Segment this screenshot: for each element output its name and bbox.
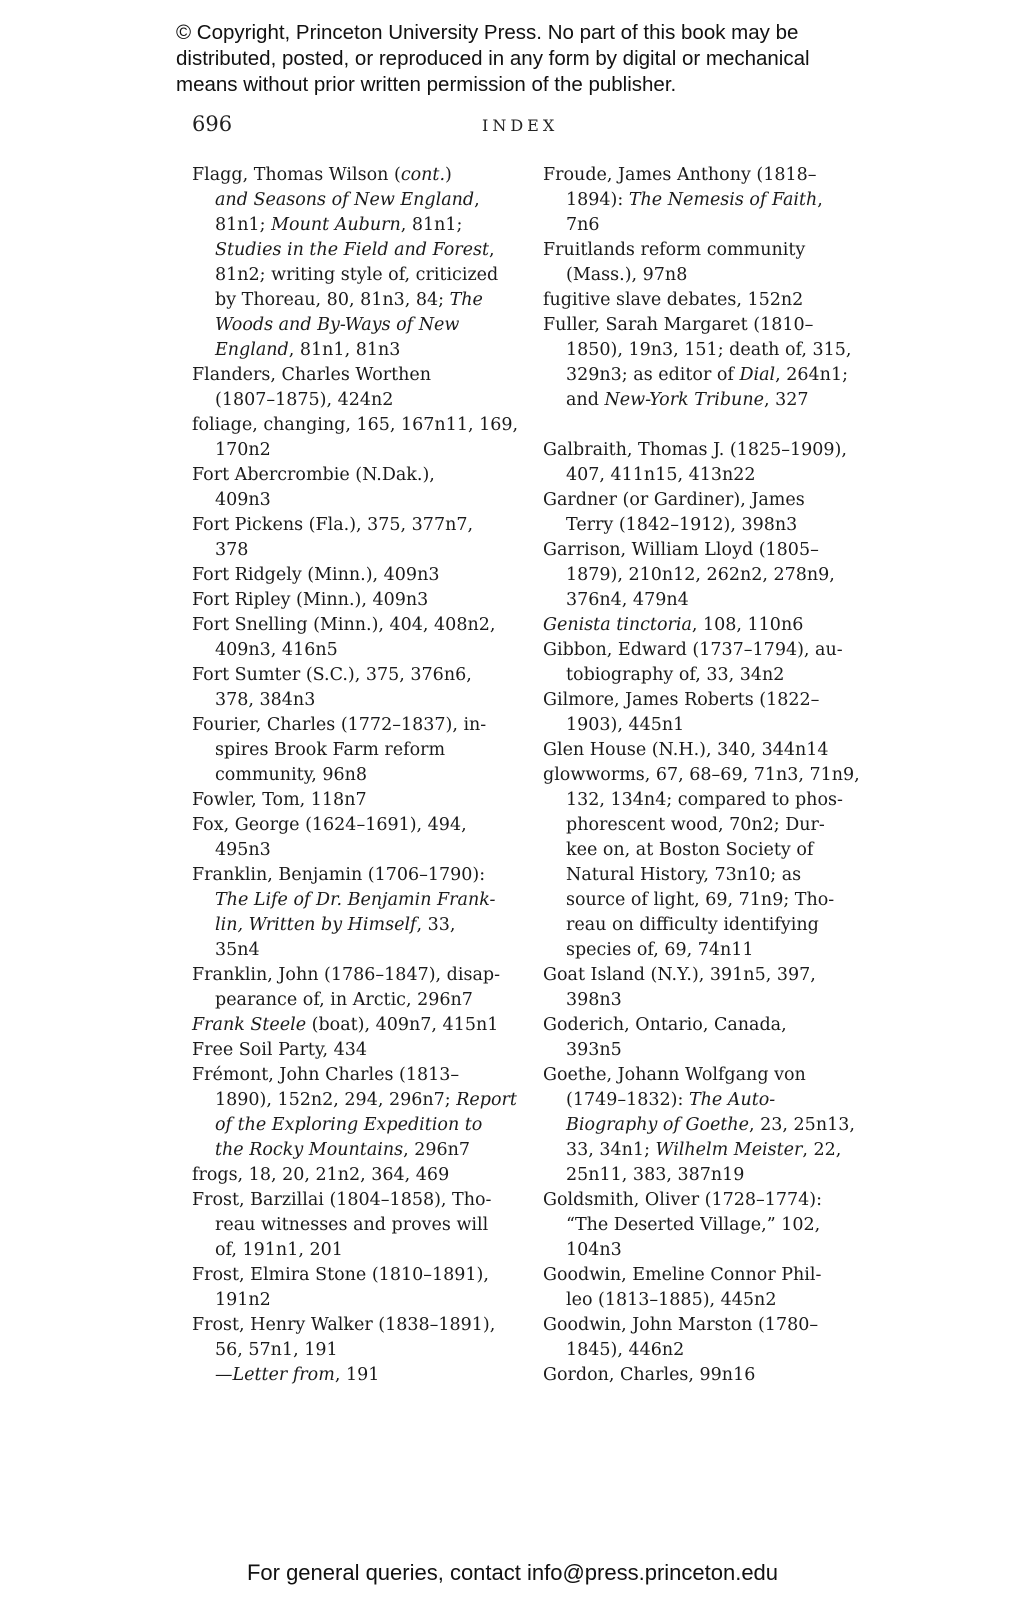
index-text: , — [817, 190, 823, 210]
index-italic-text: Woods and By-Ways of New — [215, 315, 460, 335]
index-text: 1850), 19n3, 151; death of, 315, — [566, 340, 852, 360]
index-text: 1879), 210n12, 262n2, 278n9, — [566, 565, 835, 585]
index-text: 495n3 — [215, 840, 271, 860]
index-text: and — [566, 390, 605, 410]
index-text: 1903), 445n1 — [566, 715, 685, 735]
index-text: , 33, — [416, 915, 456, 935]
index-text: pearance of, in Arctic, 296n7 — [215, 990, 473, 1010]
index-subline — [192, 388, 522, 413]
index-entry — [192, 1163, 522, 1188]
index-entry — [543, 1063, 878, 1088]
index-text: reau on difficulty identifying — [566, 915, 819, 935]
index-entry — [192, 1313, 522, 1338]
index-text: Goderich, Ontario, Canada, — [543, 1015, 787, 1035]
index-subline — [192, 1288, 522, 1313]
index-entry — [192, 713, 522, 738]
index-text: of, 191n1, 201 — [215, 1240, 343, 1260]
index-entry — [192, 563, 522, 588]
index-text: , 81n1; — [400, 215, 463, 235]
index-subline — [543, 513, 878, 538]
index-italic-text: Report — [456, 1090, 517, 1110]
index-subline — [543, 188, 878, 213]
index-text: by Thoreau, 80, 81n3, 84; — [215, 290, 450, 310]
index-text: Gibbon, Edward (1737–1794), au- — [543, 640, 843, 660]
index-text: source of light, 69, 71n9; Tho- — [566, 890, 835, 910]
index-entry — [543, 1363, 878, 1388]
index-text: 191n2 — [215, 1290, 271, 1310]
index-subline — [543, 788, 878, 813]
index-italic-text: Frank Steele — [192, 1015, 307, 1035]
index-entry — [192, 663, 522, 688]
index-text: 132, 134n4; compared to phos- — [566, 790, 843, 810]
index-italic-text: The — [449, 290, 483, 310]
index-text: Frost, Henry Walker (1838–1891), — [192, 1315, 496, 1335]
index-text: , 191 — [334, 1365, 380, 1385]
index-text: spires Brook Farm reform — [215, 740, 446, 760]
index-text: species of, 69, 74n11 — [566, 940, 754, 960]
index-text: 33, 34n1; — [566, 1140, 656, 1160]
index-text: , 264n1; — [775, 365, 848, 385]
index-text: 81n2; writing style of, criticized — [215, 265, 499, 285]
index-entry — [543, 638, 878, 663]
index-entry — [543, 238, 878, 263]
index-subline — [192, 313, 522, 338]
contact-footer: For general queries, contact info@press.princeton.edu — [246, 1560, 779, 1585]
index-subline — [543, 913, 878, 938]
index-subline — [543, 563, 878, 588]
index-italic-text: lin, Written by Himself — [215, 915, 417, 935]
index-text: , 22, — [802, 1140, 842, 1160]
index-text: 376n4, 479n4 — [566, 590, 689, 610]
index-text: 409n3 — [215, 490, 271, 510]
index-text: 1845), 446n2 — [566, 1340, 685, 1360]
index-subline — [543, 463, 878, 488]
index-entry — [192, 863, 522, 888]
index-subline — [543, 1138, 878, 1163]
index-subline — [192, 838, 522, 863]
index-text: , — [489, 240, 495, 260]
index-entry — [543, 738, 878, 763]
index-entry — [192, 613, 522, 638]
index-subline — [192, 1213, 522, 1238]
index-entry — [192, 1188, 522, 1213]
index-subline — [192, 338, 522, 363]
index-italic-text: Genista tinctoria — [543, 615, 692, 635]
index-italic-text: New-York Tribune — [604, 390, 764, 410]
index-text: leo (1813–1885), 445n2 — [566, 1290, 777, 1310]
index-text: Franklin, John (1786–1847), disap- — [192, 965, 500, 985]
index-text: Glen House (N.H.), 340, 344n14 — [543, 740, 829, 760]
index-entry — [192, 463, 522, 488]
index-subline — [543, 338, 878, 363]
index-text: community, 96n8 — [215, 765, 368, 785]
index-subline — [543, 863, 878, 888]
index-subline — [543, 388, 878, 413]
index-text: Fort Ridgely (Minn.), 409n3 — [192, 565, 440, 585]
index-text: Fort Sumter (S.C.), 375, 376n6, — [192, 665, 472, 685]
index-subline — [543, 263, 878, 288]
copyright-line: © Copyright, Princeton University Press. No part of this book may be — [176, 21, 799, 44]
index-subline — [192, 913, 522, 938]
index-text: 25n11, 383, 387n19 — [566, 1165, 745, 1185]
index-text: , 23, 25n13, — [749, 1115, 855, 1135]
index-subline — [543, 813, 878, 838]
index-text: reau witnesses and proves will — [215, 1215, 489, 1235]
index-entry — [543, 613, 878, 638]
index-entry — [543, 1313, 878, 1338]
index-subline — [192, 988, 522, 1013]
index-subline — [192, 763, 522, 788]
copyright-notice — [176, 20, 876, 98]
index-italic-text: Studies in the Field and Forest — [215, 240, 490, 260]
index-text: tobiography of, 33, 34n2 — [566, 665, 785, 685]
index-text: Goldsmith, Oliver (1728–1774): — [543, 1190, 823, 1210]
index-text: Fort Pickens (Fla.), 375, 377n7, — [192, 515, 474, 535]
index-entry — [543, 1188, 878, 1213]
index-text: 393n5 — [566, 1040, 622, 1060]
index-text: Gilmore, James Roberts (1822– — [543, 690, 820, 710]
index-italic-text: England — [215, 340, 289, 360]
index-text: Goethe, Johann Wolfgang von — [543, 1065, 806, 1085]
index-text: Goodwin, John Marston (1780– — [543, 1315, 819, 1335]
index-text: , 296n7 — [403, 1140, 471, 1160]
index-entry — [192, 363, 522, 388]
index-text: Free Soil Party, 434 — [192, 1040, 367, 1060]
index-text: Fuller, Sarah Margaret (1810– — [543, 315, 814, 335]
copyright-line: means without prior written permission of the publisher. — [176, 73, 677, 96]
index-entry — [543, 538, 878, 563]
index-entry — [543, 1263, 878, 1288]
index-italic-text: cont. — [400, 165, 446, 185]
index-text: , 327 — [763, 390, 809, 410]
index-text: Fort Ripley (Minn.), 409n3 — [192, 590, 429, 610]
index-text: 1890), 152n2, 294, 296n7; — [215, 1090, 457, 1110]
running-head: INDEX — [482, 116, 559, 135]
index-text: Fourier, Charles (1772–1837), in- — [192, 715, 487, 735]
index-subline — [192, 938, 522, 963]
index-italic-text: and Seasons of New England — [215, 190, 475, 210]
index-subline — [543, 1338, 878, 1363]
index-subline — [543, 988, 878, 1013]
index-text: fugitive slave debates, 152n2 — [543, 290, 804, 310]
index-column-right — [543, 163, 878, 1388]
index-entry — [543, 763, 878, 788]
index-text: , 81n1, 81n3 — [288, 340, 401, 360]
index-subline — [192, 888, 522, 913]
index-entry — [192, 813, 522, 838]
index-entry — [543, 963, 878, 988]
index-subline — [543, 1113, 878, 1138]
page-number: 696 — [192, 112, 233, 136]
index-text: Frost, Elmira Stone (1810–1891), — [192, 1265, 489, 1285]
index-text: 329n3; as editor of — [566, 365, 740, 385]
index-subline — [192, 238, 522, 263]
index-entry — [192, 588, 522, 613]
index-subline — [543, 1088, 878, 1113]
index-text: 56, 57n1, 191 — [215, 1340, 338, 1360]
index-italic-text: Wilhelm Meister — [655, 1140, 803, 1160]
index-entry — [543, 488, 878, 513]
index-subline — [192, 438, 522, 463]
index-italic-text: The Auto- — [688, 1090, 776, 1110]
index-entry — [543, 163, 878, 188]
index-subline — [192, 1113, 522, 1138]
index-subline — [543, 888, 878, 913]
index-column-left — [192, 163, 522, 1388]
index-subline — [192, 188, 522, 213]
index-text: kee on, at Boston Society of — [566, 840, 814, 860]
index-text: Galbraith, Thomas J. (1825–1909), — [543, 440, 847, 460]
index-italic-text: Mount Auburn — [271, 215, 401, 235]
index-subline — [543, 713, 878, 738]
index-italic-text: the Rocky Mountains — [215, 1140, 404, 1160]
index-text: Fort Snelling (Minn.), 404, 408n2, — [192, 615, 496, 635]
index-text: Frost, Barzillai (1804–1858), Tho- — [192, 1190, 492, 1210]
index-entry — [192, 788, 522, 813]
index-text: (1807–1875), 424n2 — [215, 390, 394, 410]
index-text: 409n3, 416n5 — [215, 640, 338, 660]
index-italic-text: Biography of Goethe — [566, 1115, 750, 1135]
index-text: 104n3 — [566, 1240, 622, 1260]
index-text: phorescent wood, 70n2; Dur- — [566, 815, 825, 835]
index-subline — [192, 738, 522, 763]
index-text: Fruitlands reform community — [543, 240, 806, 260]
index-text: 407, 411n15, 413n22 — [566, 465, 756, 485]
index-entry — [192, 413, 522, 438]
index-text: Fowler, Tom, 118n7 — [192, 790, 367, 810]
index-entry — [543, 438, 878, 463]
index-text: Fort Abercrombie (N.Dak.), — [192, 465, 435, 485]
index-text: Gardner (or Gardiner), James — [543, 490, 805, 510]
index-text: (boat), 409n7, 415n1 — [306, 1015, 499, 1035]
index-subline — [543, 938, 878, 963]
index-subline — [543, 1163, 878, 1188]
index-text: Flagg, Thomas Wilson ( — [192, 165, 401, 185]
index-entry — [192, 1038, 522, 1063]
index-subline — [543, 1213, 878, 1238]
index-subline — [543, 1038, 878, 1063]
index-entry — [543, 313, 878, 338]
index-subline — [192, 538, 522, 563]
index-text: “The Deserted Village,” 102, — [566, 1215, 821, 1235]
index-text: Goat Island (N.Y.), 391n5, 397, — [543, 965, 816, 985]
index-text: Garrison, William Lloyd (1805– — [543, 540, 819, 560]
index-subline — [192, 213, 522, 238]
index-subline — [192, 688, 522, 713]
index-text: Frémont, John Charles (1813– — [192, 1065, 460, 1085]
index-entry — [192, 1063, 522, 1088]
index-text: (Mass.), 97n8 — [566, 265, 688, 285]
copyright-line: distributed, posted, or reproduced in any form by digital or mechanical — [176, 47, 810, 70]
index-entry — [192, 513, 522, 538]
index-subline — [543, 1238, 878, 1263]
index-entry — [543, 1013, 878, 1038]
index-text: 378, 384n3 — [215, 690, 316, 710]
index-text: Natural History, 73n10; as — [566, 865, 802, 885]
index-subline — [192, 1363, 522, 1388]
index-text: Gordon, Charles, 99n16 — [543, 1365, 756, 1385]
index-text: 7n6 — [566, 215, 600, 235]
index-text: — — [215, 1365, 233, 1385]
index-subline — [192, 288, 522, 313]
index-entry — [192, 963, 522, 988]
index-subline — [543, 663, 878, 688]
index-subline — [192, 638, 522, 663]
index-entry — [192, 1013, 522, 1038]
index-subline — [192, 263, 522, 288]
index-text: Terry (1842–1912), 398n3 — [566, 515, 798, 535]
index-italic-text: The Nemesis of Faith — [628, 190, 818, 210]
index-subline — [192, 1138, 522, 1163]
index-text: 1894): — [566, 190, 629, 210]
index-subline — [192, 1338, 522, 1363]
index-text: 170n2 — [215, 440, 271, 460]
index-text: Franklin, Benjamin (1706–1790): — [192, 865, 486, 885]
index-text: , 108, 110n6 — [691, 615, 804, 635]
letter-group-gap — [543, 413, 878, 438]
index-text: 35n4 — [215, 940, 260, 960]
index-italic-text: of the Exploring Expedition to — [215, 1115, 483, 1135]
index-entry — [543, 688, 878, 713]
index-text: (1749–1832): — [566, 1090, 689, 1110]
index-subline — [543, 1288, 878, 1313]
index-italic-text: Letter from — [232, 1365, 335, 1385]
index-text: , — [474, 190, 480, 210]
index-subline — [543, 213, 878, 238]
index-subline — [543, 838, 878, 863]
index-subline — [192, 1238, 522, 1263]
index-text: Goodwin, Emeline Connor Phil- — [543, 1265, 822, 1285]
index-text: glowworms, 67, 68–69, 71n3, 71n9, — [543, 765, 860, 785]
index-subline — [543, 588, 878, 613]
index-text: frogs, 18, 20, 21n2, 364, 469 — [192, 1165, 450, 1185]
index-italic-text: Dial — [739, 365, 776, 385]
index-entry — [192, 1263, 522, 1288]
index-italic-text: The Life of Dr. Benjamin Frank- — [215, 890, 496, 910]
index-text: Froude, James Anthony (1818– — [543, 165, 817, 185]
index-text: 398n3 — [566, 990, 622, 1010]
index-subline — [192, 488, 522, 513]
index-text: ) — [445, 165, 452, 185]
index-text: 81n1; — [215, 215, 272, 235]
index-subline — [192, 1088, 522, 1113]
index-entry — [192, 163, 522, 188]
index-text: 378 — [215, 540, 249, 560]
index-text: Fox, George (1624–1691), 494, — [192, 815, 467, 835]
index-text: Flanders, Charles Worthen — [192, 365, 432, 385]
index-text: foliage, changing, 165, 167n11, 169, — [192, 415, 519, 435]
index-entry — [543, 288, 878, 313]
index-subline — [543, 363, 878, 388]
